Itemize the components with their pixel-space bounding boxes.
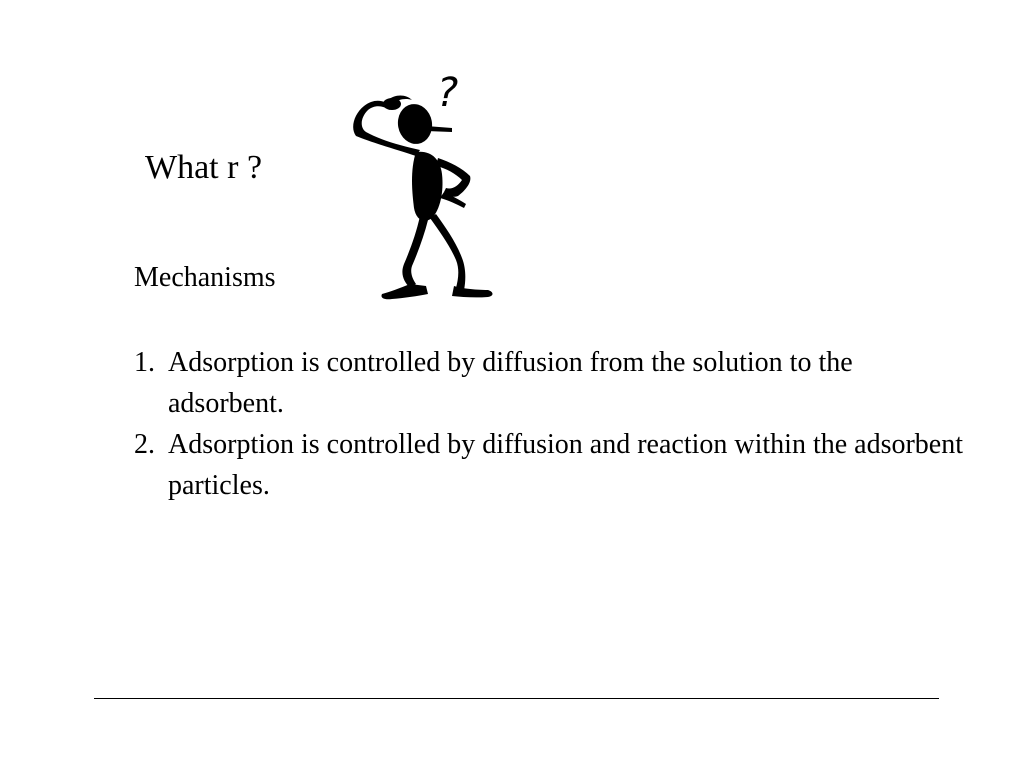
slide-title: What r ? [145,149,263,186]
confused-thinking-person-icon [340,70,510,302]
list-item-text: Adsorption is controlled by diffusion and reaction within the adsorbent particles. [168,429,964,501]
section-heading: Mechanisms [134,262,276,293]
list-item-number: 1. [134,347,155,378]
question-mark-glyph: ? [437,70,459,116]
mechanism-list [134,342,964,506]
list-item [134,342,964,424]
list-item-text: Adsorption is controlled by diffusion from the solution to the adsorbent. [168,347,853,419]
footer-divider [94,698,939,699]
list-item-number: 2. [134,429,155,460]
list-item [134,424,964,506]
